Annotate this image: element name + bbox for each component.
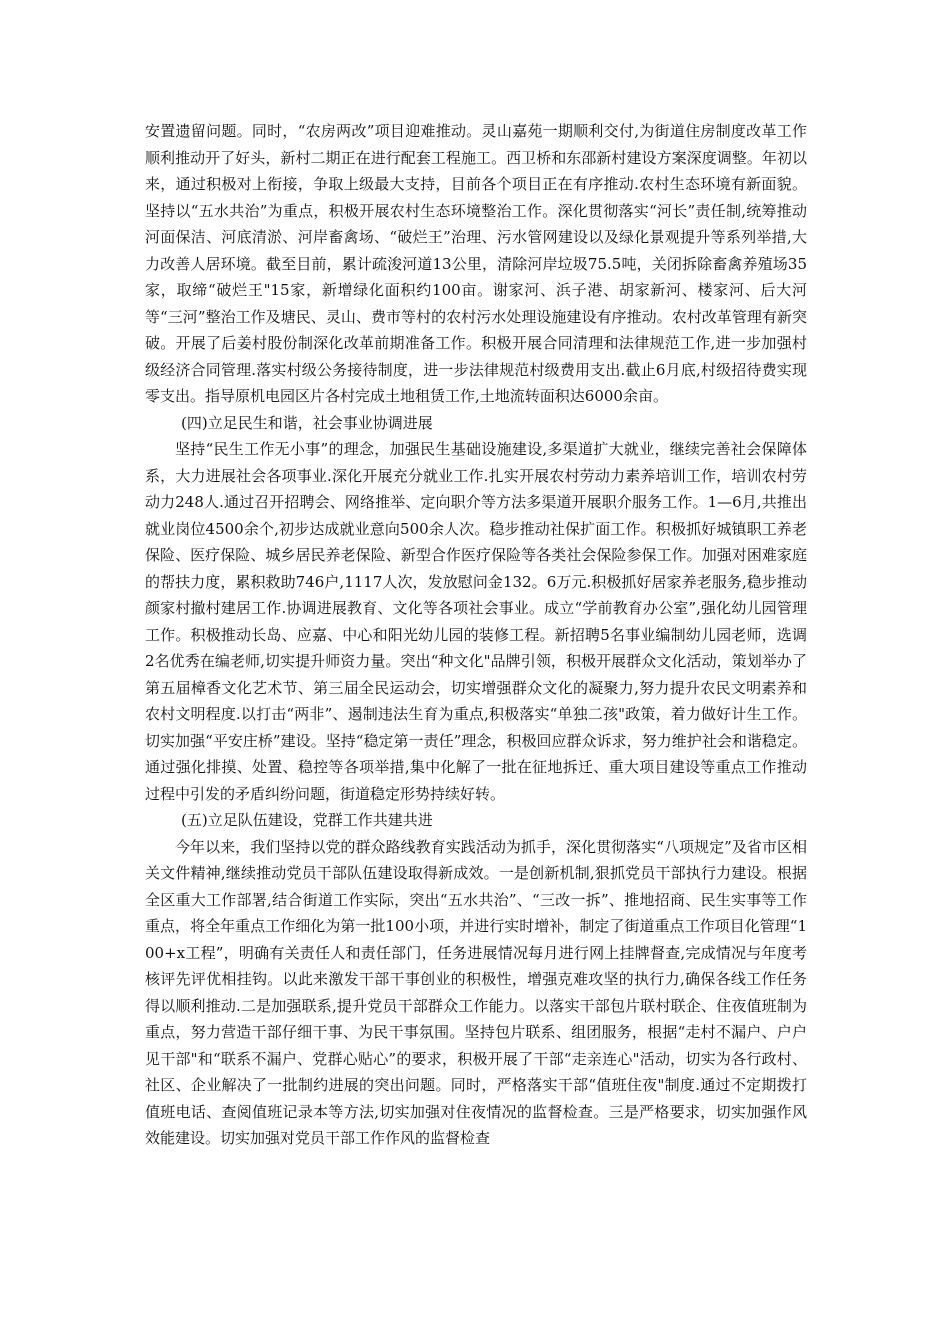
section-heading-team-building: (五)立足队伍建设，党群工作共建共进	[181, 811, 433, 829]
paragraph-livelihood: 坚持“民生工作无小事”的理念，加强民生基础设施建设,多渠道扩大就业，继续完善社会保障体系，大力进展社会各项事业.深化开展充分就业工作.扎实开展农村劳动力素养培训工作，培训农村劳动力248人.通过召开招聘会、网络推举、定向职介等方法多渠道开展职介服务工作。1—6月,共推出就业岗位4500余个,初步达成就业意向500余人次。稳步推动社保扩面工作。积极抓好城镇职工养老保险、医疗保险、城乡居民养老保险、新型合作医疗保险等各类社会保险参保工作。加强对困难家庭的帮扶力度，累积救助746户,1117人次，发放慰问金132。6万元.积极抓好居家养老服务,稳步推动颜家村撤村建居工作.协调进展教育、文化等各项社会事业。成立“学前教育办公室”,强化幼儿园管理工作。积极推动长岛、应嘉、中心和阳光幼儿园的装修工程。新招聘5名事业编制幼儿园老师，选调2名优秀在编老师,切实提升师资力量。突出“种文化"品牌引领，积极开展群众文化活动，策划举办了第五届樟香文化艺术节、第三届全民运动会，切实增强群众文化的凝聚力,努力提升农民文明素养和农村文明程度.以打击“两非”、遏制违法生育为重点,积极落实“单独二孩"政策，着力做好计生工作。切实加强“平安庄桥”建设。坚持“稳定第一责任”理念，积极回应群众诉求，努力维护社会和谐稳定。通过强化排摸、处置、稳控等各项举措,集中化解了一批在征地拆迁、重大项目建设等重点工作推动过程中引发的矛盾纠纷问题，街道稳定形势持续好转。	[145, 440, 807, 803]
paragraph-team-building: 今年以来，我们坚持以党的群众路线教育实践活动为抓手，深化贯彻落实“八项规定”及省市区相关文件精神,继续推动党员干部队伍建设取得新成效。一是创新机制,狠抓党员干部执行力建设。根据全区重大工作部署,结合街道工作实际，突出“五水共治”、“三改一拆”、推地招商、民生实事等工作重点，将全年重点工作细化为第一批100小项，并进行实时增补，制定了街道重点工作项目化管理“100+x工程”，明确有关责任人和责任部门，任务进展情况每月进行网上挂牌督查,完成情况与年度考核评先评优相挂钩。以此来激发干部干事创业的积极性，增强克难攻坚的执行力,确保各线工作任务得以顺利推动.二是加强联系,提升党员干部群众工作能力。以落实干部包片联村联企、住夜值班制为重点，努力营造干部仔细干事、为民干事氛围。坚持包片联系、组团服务，根据“走村不漏户、户户见干部"和“联系不漏户、党群心贴心”的要求，积极开展了干部“走亲连心"活动，切实为各行政村、社区、企业解决了一批制约进展的突出问题。同时，严格落实干部“值班住夜"制度.通过不定期拨打值班电话、查阅值班记录本等方法,切实加强对住夜情况的监督检查。三是严格要求，切实加强作风效能建设。切实加强对党员干部工作作风的监督检查	[145, 837, 807, 1147]
section-heading-livelihood: (四)立足民生和谐，社会事业协调进展	[181, 413, 433, 432]
document-body	[145, 118, 807, 1152]
paragraph-rural-reform: 安置遗留问题。同时，“农房两改”项目迎难推动。灵山嘉苑一期顺利交付,为街道住房制度改革工作顺利推动开了好头，新村二期正在进行配套工程施工。西卫桥和东邵新村建设方案深度调整。年初以来，通过积极对上衔接，争取上级最大支持，目前各个项目正在有序推动.农村生态环境有新面貌。坚持以“五水共治”为重点，积极开展农村生态环境整治工作。深化贯彻落实“河长”责任制,统筹推动河面保洁、河底清淤、河岸畜禽场、“破烂王”治理、污水管网建设以及绿化景观提升等系列举措,大力改善人居环境。截至目前，累计疏浚河道13公里，清除河岸垃圾75.5吨，关闭拆除畜禽养殖场35家，取缔“破烂王"15家，新增绿化面积约100亩。谢家河、浜子港、胡家新河、楼家河、后大河等“三河”整治工作及塘民、灵山、费市等村的农村污水处理设施建设有序推动。农村改革管理有新突破。开展了后姜村股份制深化改革前期准备工作。积极开展合同清理和法律规范工作,进一步加强村级经济合同管理.落实村级公务接待制度，进一步法律规范村级费用支出.截止6月底,村级招待费实现零支出。指导原机电园区片各村完成土地租赁工作,土地流转面积达6000余亩。	[145, 122, 807, 405]
